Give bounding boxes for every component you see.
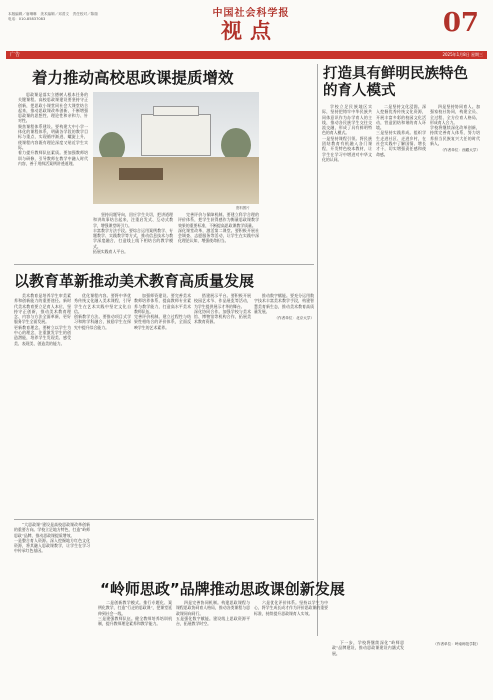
article-1-headline: 着力推动高校思政课提质增效 xyxy=(32,69,234,87)
article-4-column: 六是优化评价体系。坚持以学生为中心，将学生成长成才作为评价思政课的重要标准，持续提升思政课育人实效。 xyxy=(254,600,328,616)
photo-caption: 资料图片 xyxy=(236,206,250,210)
article-2-column: 四是坚持协同育人。加强家校社协同，构建全员、全过程、全方位育人格局，形成育人合力。 学校将继续深化改革创新，持续完善育人体系，努力培养担当民族复兴大任的时代新人。 （作者单位：西藏大学） xyxy=(430,104,480,153)
editor-info: 本版编辑／唐琳琳 美术编辑／邓普文 责任校对／陈瑞 电话：010-85837083 xyxy=(8,12,98,21)
article-3-column: 推动数字赋能。要充分运用数字技术丰富美术教学手段，构建智慧美育新生态，推动美术教育高质量发展。 （作者单位：北京大学） xyxy=(254,293,314,321)
article-3-byline: （作者单位：北京大学） xyxy=(274,316,314,321)
article-4-column: 二是创新教学模式。推行专题化、案例化教学，打造“行走的思政课”，把课堂延伸到社会一线。 三是建强教师队伍。健全教师培养培训机制，提升教师理论素养和教学能力。 xyxy=(98,600,172,627)
article-4-column: 下一步，学校将继续深化“岭师思政”品牌建设，推动思政课建设内涵式发展。 xyxy=(332,640,404,656)
article-2-column: 学校立足民族地区实际，坚持把铸牢中华民族共同体意识作为办学育人的主线，推动各民族学生交往交流交融，形成了具有鲜明特色的育人模式。 一是坚持课程引领。将民族团结教育有机融入各门课程，开发特色校本教材，让学生在学习中增进对中华文化的认同。 xyxy=(322,104,372,162)
article-2-column: 二是坚持文化浸润。深入挖掘优秀传统文化资源，开展丰富多彩的校园文化活动，营造团结和谐的育人环境。 三是坚持实践养成。组织学生走进社区、走进乡村，在社会实践中了解国情、增长才干，切实增强责任感和使命感。 xyxy=(376,104,426,157)
article-4-column: 四是完善协同机制。构建思政课程与课程思政协同育人格局，推动各类课程与思政课同向同行。 五是强化数字赋能。建设线上思政资源平台，拓展教学时空。 xyxy=(176,600,250,627)
article-1-column: 坚持问题导向，回应学生关切，把讲道理和讲故事结合起来，注重启发式、互动式教学，增强课堂吸引力。 丰富教学方法手段。要综合运用案例教学、专题教学、实践教学等方式，推动信息技术与教学深度融合，打造线上线下相结合的教学模式。 拓展实践育人平台。 xyxy=(93,212,173,255)
page-number: 07 xyxy=(442,8,479,38)
article-4-byline-column xyxy=(408,640,480,696)
newspaper-name: 中国社会科学报 xyxy=(212,8,290,19)
article-3-column: 美术教育是培养学生审美素养和创新能力的重要途径。新时代美术教育要立足育人本位，坚持守正创新，推动美术教育理念、内容与方法全面革新，更好服务学生全面发展。 更新教育理念。要树立以学生为中心的理念，注重激发学生的创造潜能，培养学生发现美、感受美、表现美、创造美的能力。 xyxy=(14,293,71,346)
section-divider xyxy=(14,519,314,520)
issue-date: 2025年1月8日 星期三 xyxy=(442,52,483,57)
article-3-column: 加强师资建设。要完善美术教师培养体系，提高教师专业素养与教学能力，打造高水平美术教师队伍。 完善评价机制。建立过程性与结果性相结合的评价体系，全面反映学生的艺术素养。 xyxy=(134,293,191,330)
masthead xyxy=(0,0,493,62)
article-3-headline: 以教育革新推动美术教育高质量发展 xyxy=(14,272,255,290)
header-bar xyxy=(6,51,487,59)
ad-label: 广告 xyxy=(10,52,21,58)
article-1-column: 完善评价与保障机制。要建立科学合理的评价体系，把学生获得感作为衡量思政课教学效果的重要标准，不断提高思政课教学质量。 深化课堂改革，激活第二课堂。要积极开展社会调查、志愿服务等活动，让学生在实践中深化理论认知，增强使命担当。 xyxy=(178,212,259,244)
article-2-byline: （作者单位：西藏大学） xyxy=(440,148,480,153)
article-4-headline: “岭师思政”品牌推动思政课创新发展 xyxy=(100,580,345,598)
article-4-byline: （作者单位：岭南师范学院） xyxy=(433,642,480,646)
article-2-headline: 打造具有鲜明民族特色的育人模式 xyxy=(323,66,468,99)
article-4-column: “大思政课”建设是高校思政课改革创新的重要方向。学校立足地方特色，打造“岭师思政”品牌，推动思政课提质增效。 一是整合育人资源。深入挖掘地方红色文化资源，将其融入思政课教学，让学生在学习中传承红色基因。 xyxy=(14,522,90,554)
article-1-column: 思政课是落实立德树人根本任务的关键课程。高校思政课建设要坚持守正创新，把思政小课堂同社会大课堂结合起来，推动思政课改革创新，不断增强思政课的思想性、理论性和亲和力、针对性。 聚焦课程体系建设。要构建大中小学一体化的课程体系，明确各学段的教学目标与重点，实现循序渐进、螺旋上升，使课程内容既有理论深度又贴近学生实际。 着力提升教师队伍素质。要加强教师培训与研修，引导教师在教学中融入时代内容，善于用鲜活案例讲透道理。 xyxy=(18,92,88,166)
article-3-column: 优化课程内容。要将中华优秀传统文化融入美术课程，引导学生在艺术实践中坚定文化自信。 创新教学方法。要推动项目式学习和跨学科融合，鼓励学生在探究中提升综合能力。 xyxy=(74,293,131,330)
section-title: 视点 xyxy=(221,18,279,43)
article-3-column: 搭建展示平台。要积极开展校园艺术节、作品展览等活动，为学生提供展示才华的舞台。 深化协同合作。加强学校与美术馆、博物馆等机构合作，拓展美术教育资源。 xyxy=(194,293,251,325)
column-divider xyxy=(317,64,318,636)
section-divider xyxy=(14,264,314,265)
campus-photo xyxy=(93,92,259,204)
